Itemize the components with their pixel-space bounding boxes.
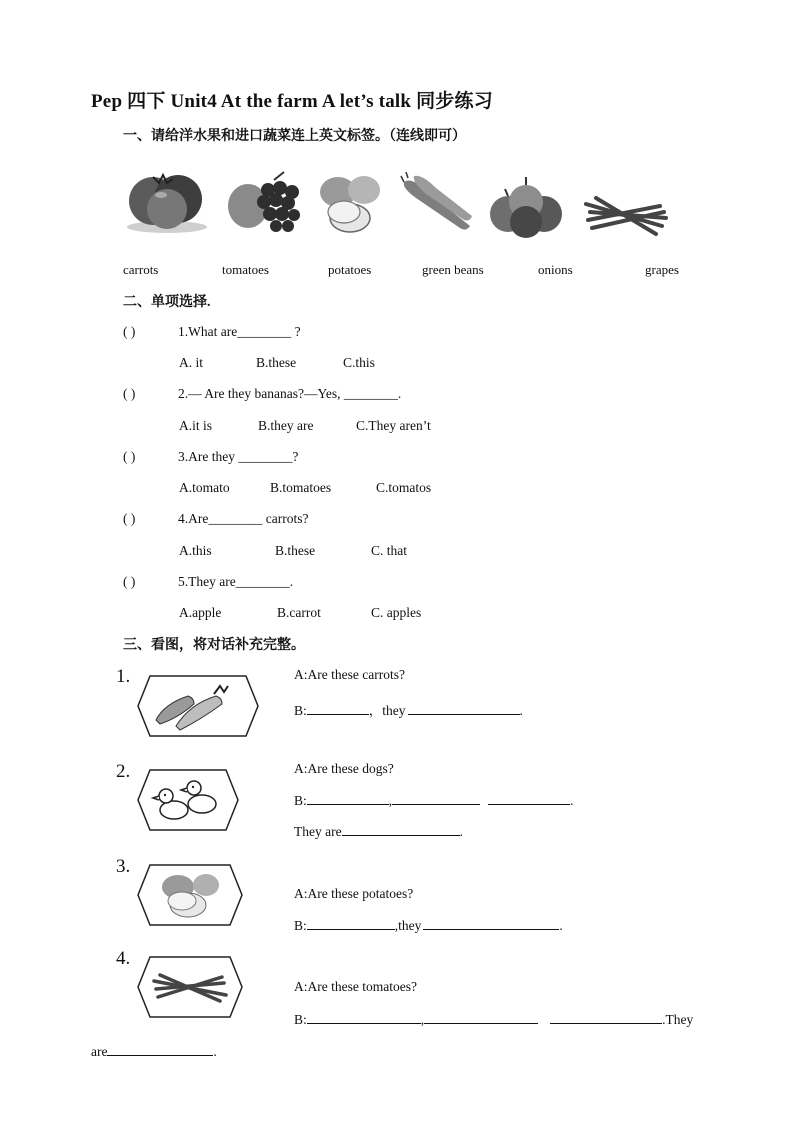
answer-bracket[interactable]: ( ) — [123, 386, 136, 401]
option-c: C. apples — [371, 605, 422, 620]
option-b: B.these — [275, 543, 316, 558]
question-text: 4.Are________ carrots? — [178, 511, 309, 526]
dialog-answer-line — [294, 1011, 693, 1028]
potatoes-hexagon-picture — [136, 863, 244, 927]
answer-blank[interactable] — [392, 792, 480, 805]
label-carrots: carrots — [123, 262, 159, 277]
answer-prefix: B: — [294, 1012, 307, 1027]
answer-connector: ,they — [394, 918, 422, 933]
answer-blank[interactable] — [342, 823, 460, 836]
ducks-hexagon-picture — [136, 768, 240, 832]
answer-connector: , — [388, 793, 393, 808]
page-title: Pep 四下 Unit4 At the farm A let’s talk 同步练习 — [91, 91, 493, 112]
grapes-picture — [224, 170, 306, 240]
item-number: 4. — [116, 948, 131, 969]
item-number: 1. — [116, 666, 131, 687]
answer-blank[interactable] — [408, 702, 520, 715]
answer-connector: , — [420, 1012, 425, 1027]
answer-bracket[interactable]: ( ) — [123, 511, 136, 526]
label-onions: onions — [538, 262, 573, 277]
question-text: 3.Are they ________? — [178, 449, 299, 464]
carrots-hexagon-picture — [136, 674, 260, 738]
option-c: C.tomatos — [376, 480, 432, 495]
option-b: B.they are — [258, 418, 314, 433]
answer-blank[interactable] — [550, 1011, 662, 1024]
label-tomatoes: tomatoes — [222, 262, 269, 277]
item-number: 3. — [116, 856, 131, 877]
answer-blank[interactable] — [307, 792, 389, 805]
dialog-question: A:Are these potatoes? — [294, 886, 414, 901]
question-text: 5.They are________. — [178, 574, 294, 589]
dialog-answer-line: B: ，they . — [294, 703, 523, 718]
question-text: 2.— Are they bananas?—Yes, ________. — [178, 386, 402, 401]
answer-blank[interactable] — [423, 917, 559, 930]
answer-blank[interactable] — [488, 792, 570, 805]
dialog-answer-line: B: , . — [294, 793, 574, 808]
answer-bracket[interactable]: ( ) — [123, 324, 136, 339]
option-a: A.tomato — [179, 480, 230, 495]
question-text: 1.What are________ ? — [178, 324, 301, 339]
answer-connector: ，they — [368, 703, 406, 718]
option-a: A.apple — [179, 605, 222, 620]
carrots-picture — [400, 172, 476, 234]
option-a: A.this — [179, 543, 212, 558]
answer-prefix: B: — [294, 918, 307, 933]
section2-heading: 二、单项选择. — [123, 295, 211, 310]
label-grapes: grapes — [645, 262, 679, 277]
option-c: C. that — [371, 543, 407, 558]
option-c: C.this — [343, 355, 375, 370]
tomatoes-picture — [123, 165, 211, 235]
answer-bracket[interactable]: ( ) — [123, 449, 136, 464]
answer-prefix: are — [91, 1044, 108, 1059]
label-green-beans: green beans — [422, 262, 484, 277]
dialog-question: A:Are these dogs? — [294, 761, 394, 776]
dialog-answer-line: They are . — [294, 824, 463, 839]
answer-blank[interactable] — [424, 1011, 538, 1024]
item-number: 2. — [116, 761, 131, 782]
answer-prefix: B: — [294, 793, 307, 808]
option-b: B.carrot — [277, 605, 321, 620]
answer-blank[interactable] — [307, 917, 395, 930]
option-c: C.They aren’t — [356, 418, 431, 433]
answer-bracket[interactable]: ( ) — [123, 574, 136, 589]
label-potatoes: potatoes — [328, 262, 372, 277]
section1-heading: 一、请给洋水果和进口蔬菜连上英文标签。（连线即可） — [123, 129, 466, 144]
answer-blank[interactable] — [107, 1043, 213, 1056]
answer-prefix: They are — [294, 824, 342, 839]
dialog-answer-line: B: ,they . — [294, 918, 563, 933]
onions-picture — [486, 176, 568, 240]
beans-hexagon-picture — [136, 955, 244, 1019]
option-b: B.these — [256, 355, 297, 370]
option-b: B.tomatoes — [270, 480, 332, 495]
answer-continuation: .They — [662, 1012, 694, 1027]
potatoes-picture — [314, 172, 384, 238]
answer-prefix: B: — [294, 703, 307, 718]
option-a: A.it is — [179, 418, 213, 433]
dialog-question: A:Are these carrots? — [294, 667, 405, 682]
answer-blank[interactable] — [307, 702, 369, 715]
section3-heading: 三、看图，将对话补充完整。 — [123, 638, 305, 653]
green-beans-picture — [582, 190, 670, 240]
answer-blank[interactable] — [307, 1011, 421, 1024]
option-a: A. it — [179, 355, 204, 370]
dialog-answer-line: are . — [91, 1044, 217, 1059]
dialog-question: A:Are these tomatoes? — [294, 979, 417, 994]
